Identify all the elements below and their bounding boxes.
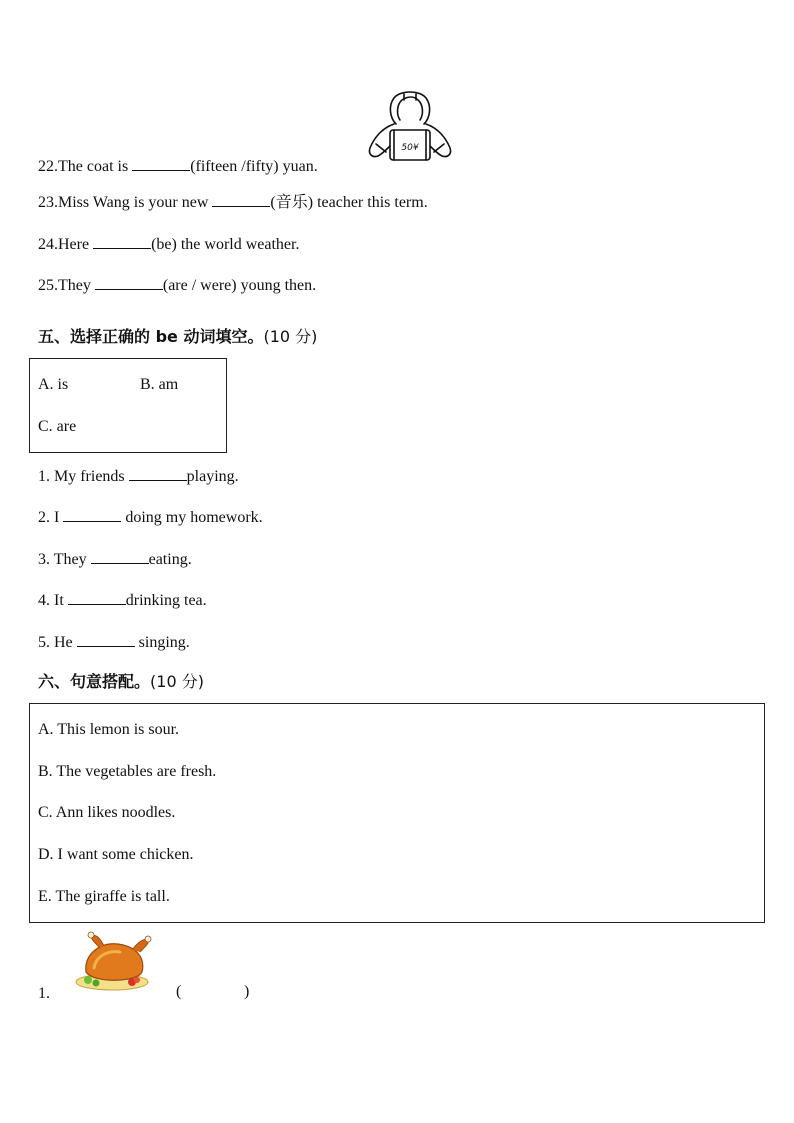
option-c: C. are bbox=[38, 418, 77, 435]
coat-illustration bbox=[364, 88, 456, 168]
price-tag: 50¥ bbox=[401, 143, 419, 153]
section5-title: 五、选择正确的 be 动词填空。(10 分) bbox=[38, 327, 318, 346]
answer-paren-open: ( bbox=[176, 983, 182, 1000]
match-option-b: B. The vegetables are fresh. bbox=[38, 763, 217, 780]
answer-blank[interactable] bbox=[93, 233, 151, 249]
s6-q1-number: 1. bbox=[38, 985, 50, 1002]
answer-blank[interactable] bbox=[77, 631, 135, 647]
answer-blank[interactable] bbox=[132, 155, 190, 171]
answer-blank[interactable] bbox=[212, 191, 270, 207]
answer-blank[interactable] bbox=[129, 465, 187, 481]
answer-blank[interactable] bbox=[68, 589, 126, 605]
section5-options-box bbox=[29, 358, 227, 453]
item-25: 25.They (are / were) young then. bbox=[38, 274, 316, 296]
s5-item-4: 4. It drinking tea. bbox=[38, 589, 207, 611]
answer-blank[interactable] bbox=[91, 548, 149, 564]
option-b: B. am bbox=[140, 376, 179, 393]
option-a: A. is bbox=[38, 376, 69, 393]
s5-item-1: 1. My friends playing. bbox=[38, 465, 239, 487]
answer-paren-blank[interactable] bbox=[188, 982, 244, 1002]
s5-item-2: 2. I doing my homework. bbox=[38, 506, 263, 528]
answer-blank[interactable] bbox=[95, 274, 163, 290]
match-option-c: C. Ann likes noodles. bbox=[38, 804, 176, 821]
s5-item-3: 3. They eating. bbox=[38, 548, 192, 570]
match-option-d: D. I want some chicken. bbox=[38, 846, 194, 863]
item-24: 24.Here (be) the world weather. bbox=[38, 233, 299, 255]
section6-title: 六、句意搭配。(10 分) bbox=[38, 672, 204, 691]
item-23: 23.Miss Wang is your new (音乐) teacher this term. bbox=[38, 191, 428, 213]
match-option-a: A. This lemon is sour. bbox=[38, 721, 180, 738]
match-option-e: E. The giraffe is tall. bbox=[38, 888, 170, 905]
roast-chicken-illustration bbox=[74, 928, 154, 994]
answer-blank[interactable] bbox=[63, 506, 121, 522]
answer-paren-close: ) bbox=[244, 983, 250, 1000]
item-22: 22.The coat is (fifteen /fifty) yuan. bbox=[38, 155, 318, 177]
s5-item-5: 5. He singing. bbox=[38, 631, 190, 653]
